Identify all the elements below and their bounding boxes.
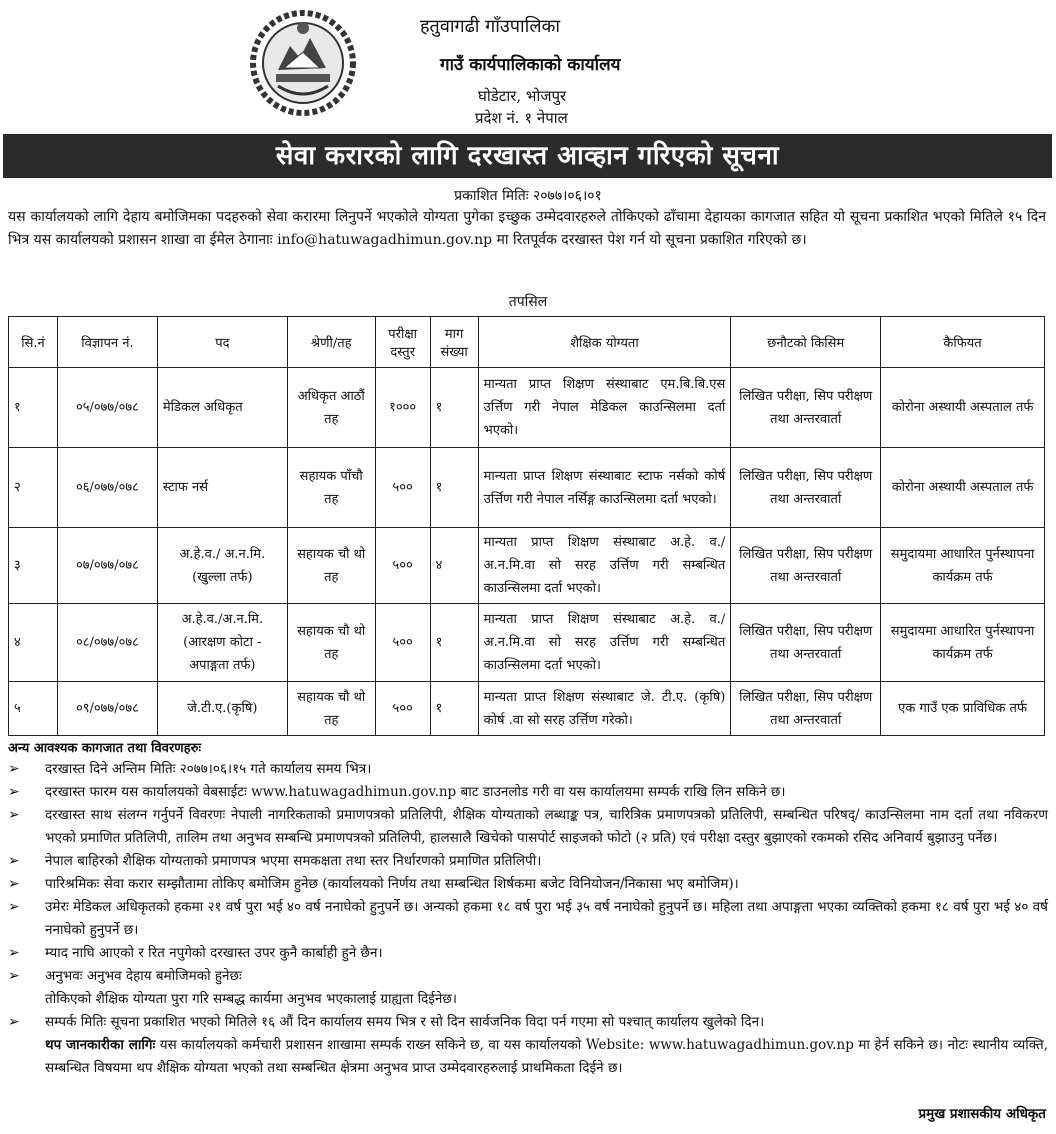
table-row [9,528,1045,604]
cell-ad-no: ०६/०७७/०७८ [57,448,157,528]
arrow-bullet-icon: ➢ [8,876,20,892]
table-row [9,448,1045,528]
list-item-text: सम्पर्क मितिः सूचना प्रकाशित भएको मितिले १६ औं दिन कार्यालय समय भित्र र सो दिन सार्वजनिक विदा पर्न गएमा सो पश्चात् कार्यालय खुलेको दिन। [45,1014,765,1030]
cell-ad-no: ०५/०७७/०७८ [57,368,157,448]
list-item [8,758,1048,781]
header-ad-no: विज्ञापन नं. [57,317,157,368]
cell-qualification: मान्यता प्राप्त शिक्षण संस्थाबाट अ.हे. व./अ.न.मि.वा सो सरह उर्त्तिण गरी सम्बन्धित काउन्सिलमा दर्ता भएको। [478,604,731,682]
cell-level: सहायक चौ थो तह [287,682,375,736]
cell-level: सहायक चौ थो तह [287,528,375,604]
header-post: पद [157,317,287,368]
cell-remarks: समुदायमा आधारित पुर्नस्थापना कार्यक्रम तर्फ [881,528,1045,604]
cell-level: सहायक पाँचौ तह [287,448,375,528]
header-count: माग संख्या [430,317,478,368]
header-fee: परीक्षा दस्तुर [375,317,430,368]
header-level: श्रेणी/तह [287,317,375,368]
header [0,0,1056,132]
arrow-bullet-icon: ➢ [8,761,20,777]
cell-sn: ५ [9,682,58,736]
arrow-bullet-icon: ➢ [8,899,20,915]
header-qualification: शैक्षिक योग्यता [478,317,731,368]
arrow-bullet-icon: ➢ [8,1014,20,1030]
cell-count: १ [430,682,478,736]
cell-post: अ.हे.व./अ.न.मि. (आरक्षण कोटा - अपाङ्गता तर्फ) [157,604,287,682]
office-name: हतुवागढी गाँउपालिका [420,16,561,37]
cell-selection: लिखित परीक्षा, सिप परीक्षण तथा अन्तरवार्ता [731,682,881,736]
published-date: प्रकाशित मितिः २०७७।०६।०१ [454,188,602,204]
cell-selection: लिखित परीक्षा, सिप परीक्षण तथा अन्तरवार्ता [731,448,881,528]
arrow-bullet-icon: ➢ [8,945,20,961]
table-header-row [9,317,1045,368]
more-info-label: थप जानकारीका लागिः [45,1037,156,1053]
cell-count: १ [430,368,478,448]
cell-remarks: कोरोना अस्थायी अस्पताल तर्फ [881,368,1045,448]
cell-level: अधिकृत आठौं तह [287,368,375,448]
list-item [8,804,1048,850]
list-item-text: दरखास्त दिने अन्तिम मितिः २०७७।०६।१५ गते कार्यालय समय भित्र। [45,761,372,777]
cell-qualification: मान्यता प्राप्त शिक्षण संस्थाबाट एम.बि.बि.एस उर्त्तिण गरी नेपाल मेडिकल काउन्सिलमा दर्ता भएको। [478,368,731,448]
intro-paragraph: यस कार्यालयको लागि देहाय बमोजिमका पदहरुको सेवा करारमा लिनुपर्ने भएकोले योग्यता पुगेका इच्छुक उम्मेदवारहरुले तोकिएको ढाँचामा देहायका कागजात सहित यो सूचना प्रकाशित भएको मितिले १५ दिन भित्र यस कार्यालयको प्रशासन शाखा वा ईमेल ठेगानाः info@hatuwagadhimun.gov.np मा रितपूर्वक दरखास्त पेश गर्न यो सूचना प्रकाशित गरिएको छ। [8,209,1046,248]
header-selection: छनौटको किसिम [731,317,881,368]
list-item [8,896,1048,942]
table-row [9,368,1045,448]
more-info-text: यस कार्यालयको कर्मचारी प्रशासन शाखामा सम्पर्क राख्न सकिने छ, वा यस कार्यालयको Website: www.hatuwagadhimun.gov.np मा हेर्न सकिने छ। नोटः स्थानीय व्यक्ति, सम्बन्धित विषयमा थप शैक्षिक योग्यता भएको तथा सम्बन्धित क्षेत्रमा अनुभव प्राप्त उम्मेदवारहरुलाई प्राथमिकता दिईने छ। [45,1037,1049,1076]
cell-sn: ४ [9,604,58,682]
cell-post: मेडिकल अधिकृत [157,368,287,448]
arrow-bullet-icon: ➢ [8,853,20,869]
cell-level: सहायक चौ थो तह [287,604,375,682]
table-caption: तपसिल [508,294,548,310]
other-docs-title: अन्य आवश्यक कागजात तथा विवरणहरुः [8,741,201,756]
cell-count: ४ [430,528,478,604]
nepal-government-emblem-icon [248,8,358,118]
cell-sn: १ [9,368,58,448]
cell-ad-no: ०७/०७७/०७८ [57,528,157,604]
cell-fee: ५०० [375,682,430,736]
office-department: गाउँ कार्यपालिकाको कार्यालय [440,55,621,75]
office-province: प्रदेश नं. १ नेपाल [475,109,568,127]
list-item [8,1011,1048,1034]
cell-selection: लिखित परीक्षा, सिप परीक्षण तथा अन्तरवार्ता [731,604,881,682]
cell-sn: ३ [9,528,58,604]
vacancy-table [8,316,1045,736]
cell-fee: ५०० [375,604,430,682]
cell-remarks: कोरोना अस्थायी अस्पताल तर्फ [881,448,1045,528]
cell-fee: ५०० [375,448,430,528]
cell-count: १ [430,604,478,682]
cell-ad-no: ०९/०७७/०७८ [57,682,157,736]
cell-remarks: समुदायमा आधारित पुर्नस्थापना कार्यक्रम तर्फ [881,604,1045,682]
cell-fee: ५०० [375,528,430,604]
list-item [8,873,1048,896]
cell-post: स्टाफ नर्स [157,448,287,528]
arrow-bullet-icon: ➢ [8,807,20,823]
office-address: घोडेटार, भोजपुर [478,87,567,105]
signature: प्रमुख प्रशासकीय अधिकृत [918,1106,1046,1122]
list-item [8,850,1048,873]
list-item-text: पारिश्रमिकः सेवा करार सम्झौतामा तोकिए बमोजिम हुनेछ (कार्यालयको निर्णय तथा सम्बन्धित शिर्षकमा बजेट विनियोजन/निकासा भए बमोजिम)। [45,876,739,892]
table-row [9,682,1045,736]
list-item-text: दरखास्त साथ संलग्न गर्नुपर्ने विवरणः नेपाली नागरिकताको प्रमाणपत्रको प्रतिलिपी, शैक्षिक योग्यताको लब्धाङ्क पत्र, चारित्रिक प्रमाणपत्रको प्रतिलिपी, सम्बन्धित परिषद्/ काउन्सिलमा नाम दर्ता तथा नविकरण भएको प्रमाणित प्रतिलिपी, तालिम तथा अनुभव सम्बन्धि प्रमाणपत्रको प्रतिलिपी, हालसालै खिचेको पासपोर्ट साइजको फोटो (२ प्रति) एवं परीक्षा दस्तुर बुझाएको रकमको रसिद अनिवार्य बुझाउनु पर्नेछ। [45,807,1048,846]
arrow-bullet-icon: ➢ [8,968,20,984]
cell-post: अ.हे.व./ अ.न.मि. (खुल्ला तर्फ) [157,528,287,604]
cell-fee: १००० [375,368,430,448]
list-item-text: दरखास्त फारम यस कार्यालयको वेबसाईटः www.hatuwagadhimun.gov.np बाट डाउनलोड गरी वा यस कार्यालयमा सम्पर्क राखि लिन सकिने छ। [45,784,786,800]
arrow-bullet-icon: ➢ [8,784,20,800]
cell-count: १ [430,448,478,528]
list-item-text: नेपाल बाहिरको शैक्षिक योग्यताको प्रमाणपत्र भएमा समकक्षता तथा स्तर निर्धारणको प्रमाणित प्रतिलिपी। [45,853,542,869]
table-row [9,604,1045,682]
cell-post: जे.टी.ए.(कृषि) [157,682,287,736]
cell-qualification: मान्यता प्राप्त शिक्षण संस्थाबाट अ.हे. व./अ.न.मि.वा सो सरह उर्त्तिण गरी सम्बन्धित काउन्सिलमा दर्ता भएको। [478,528,731,604]
cell-ad-no: ०८/०७७/०७८ [57,604,157,682]
cell-remarks: एक गाउँ एक प्राविधिक तर्फ [881,682,1045,736]
list-item-text: अनुभवः अनुभव देहाय बमोजिमको हुनेछः तोकिएको शैक्षिक योग्यता पुरा गरि सम्बद्ध कार्यमा अनुभव भएकालाई ग्राह्यता दिईनेछ। [45,968,457,1007]
list-item [8,781,1048,804]
list-item-text: उमेरः मेडिकल अधिकृतको हकमा २१ वर्ष पुरा भई ४० वर्ष ननाघेको हुनुपर्ने छ। अन्यको हकमा १८ वर्ष पुरा भई ३५ वर्ष ननाघेको हुनुपर्ने छ। महिला तथा अपाङ्गता भएका व्यक्तिको हकमा १८ वर्ष पुरा भई ४० वर्ष ननाघेको हुनुपर्ने छ। [45,899,1048,938]
cell-qualification: मान्यता प्राप्त शिक्षण संस्थाबाट जे. टी.ए. (कृषि) कोर्ष .वा सो सरह उर्त्तिण गरेको। [478,682,731,736]
cell-selection: लिखित परीक्षा, सिप परीक्षण तथा अन्तरवार्ता [731,368,881,448]
header-remarks: कैफियत [881,317,1045,368]
notice-title: सेवा करारको लागि दरखास्त आव्हान गरिएको सूचना [3,134,1052,178]
list-item [8,965,1048,1011]
cell-selection: लिखित परीक्षा, सिप परीक्षण तथा अन्तरवार्ता [731,528,881,604]
cell-sn: २ [9,448,58,528]
list-item [8,942,1048,965]
more-info [8,1034,1048,1080]
list-item-text: म्याद नाघि आएको र रित नपुगेको दरखास्त उपर कुनै कार्बाही हुने छैन। [45,945,383,961]
other-docs-list [8,758,1048,1080]
header-sn: सि.नं [9,317,58,368]
cell-qualification: मान्यता प्राप्त शिक्षण संस्थाबाट स्टाफ नर्सको कोर्ष उर्त्तिण गरी नेपाल नर्सिङ्ग काउन्सिलमा दर्ता भएको। [478,448,731,528]
